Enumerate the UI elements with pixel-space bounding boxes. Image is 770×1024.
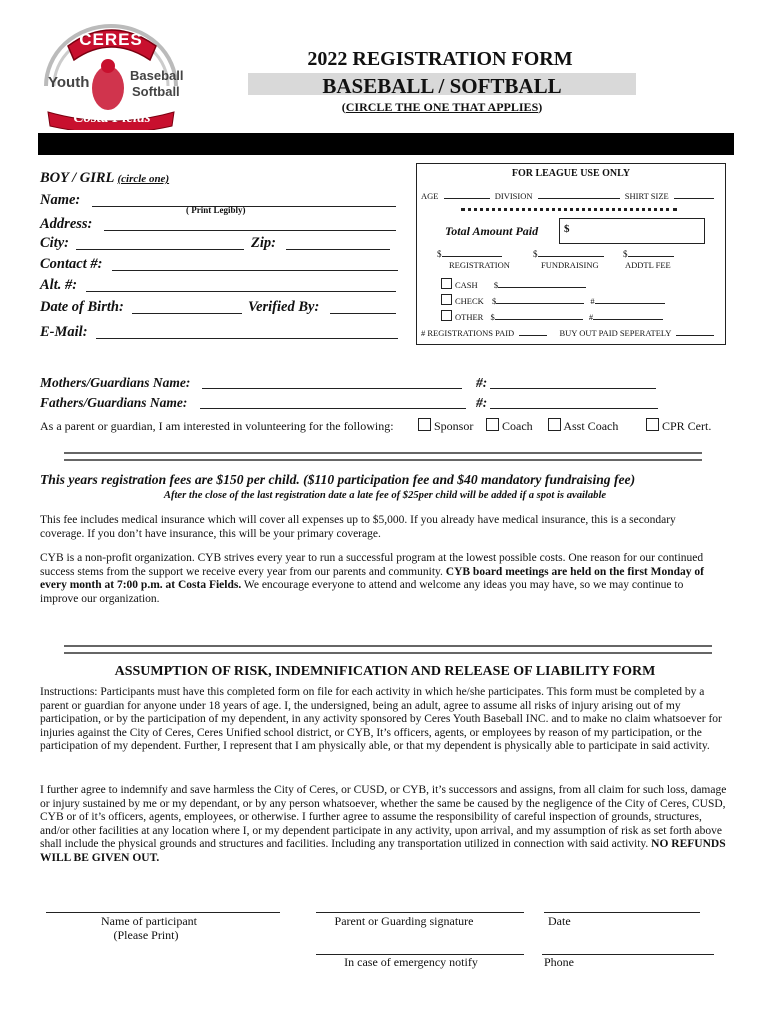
sponsor-checkbox[interactable] xyxy=(418,418,431,431)
volunteer-cpr xyxy=(646,418,711,434)
cash-checkbox[interactable] xyxy=(441,278,452,289)
check-row xyxy=(441,294,665,306)
other-label: OTHER xyxy=(455,312,484,322)
boy-girl-text: BOY / GIRL xyxy=(40,170,114,186)
coach-checkbox[interactable] xyxy=(486,418,499,431)
participant-name-line[interactable] xyxy=(46,912,280,913)
registrations-paid-row xyxy=(421,328,714,338)
asst-coach-label: Asst Coach xyxy=(563,419,619,433)
check-number-field[interactable] xyxy=(595,296,665,304)
fundraising-label: FUNDRAISING xyxy=(541,260,599,270)
parent-signature-line[interactable] xyxy=(316,912,524,913)
check-number-hash: # xyxy=(590,296,595,306)
volunteer-text: As a parent or guardian, I am interested in volunteering for the following: xyxy=(40,419,394,433)
cash-row xyxy=(441,278,586,290)
emergency-label: In case of emergency notify xyxy=(344,955,478,969)
other-number-hash: # xyxy=(588,312,594,322)
alt-field[interactable] xyxy=(86,277,396,292)
waiver-title: ASSUMPTION OF RISK, INDEMNIFICATION AND RELEASE OF LIABILITY FORM xyxy=(114,664,656,679)
addtl-fee-currency: $ xyxy=(623,249,628,259)
fees-headline: This years registration fees are $150 per child. ($110 participation fee and $40 mandatory fundraising fee) xyxy=(40,472,636,487)
other-number-field[interactable] xyxy=(593,312,663,320)
email-field[interactable] xyxy=(96,324,398,339)
waiver-instructions: Instructions: Participants must have this completed form on file for each activity in which he/she participates. This form must be completed by a parent or guardian for anyone under 18 years of age. I, the undersigned, being an adult, agree to assume all risks of injury arising out of my participation, or by the participation of my dependent, in any activity sponsored by Ceres Youth Baseball INC. and to make no claim whatsoever for injuries against the City of Ceres, Ceres Unified school district, or CYB, It’s officers, agents, or employees by reason of my participation, or the participation of my dependent. Further, I represent that I am physically able, or that my dependent is physically able to participate in said activity. xyxy=(40,686,722,753)
registration-amount[interactable] xyxy=(437,248,502,259)
league-box-title: FOR LEAGUE USE ONLY xyxy=(511,168,631,179)
coach-label: Coach xyxy=(502,419,533,433)
fundraising-amount[interactable] xyxy=(533,248,604,259)
print-legibly-note: ( Print Legibly) xyxy=(186,205,246,215)
verified-by-label: Verified By: xyxy=(248,299,320,315)
fundraising-amount-line xyxy=(538,248,604,257)
cpr-label: CPR Cert. xyxy=(662,419,712,433)
cash-label: CASH xyxy=(455,280,478,290)
volunteer-coach xyxy=(486,418,533,434)
volunteer-sponsor xyxy=(418,418,473,434)
divider-1 xyxy=(64,452,702,461)
division-label: DIVISION xyxy=(494,191,533,201)
name-label: Name: xyxy=(40,192,81,208)
form-title: 2022 REGISTRATION FORM xyxy=(307,48,573,70)
parent-signature-label: Parent or Guarding signature xyxy=(334,914,474,928)
logo-softball-text: Softball xyxy=(132,84,180,99)
alt-label: Alt. #: xyxy=(40,277,78,293)
other-checkbox[interactable] xyxy=(441,310,452,321)
sponsor-label: Sponsor xyxy=(434,419,474,433)
check-checkbox[interactable] xyxy=(441,294,452,305)
shirt-size-label: SHIRT SIZE xyxy=(624,191,669,201)
cyb-paragraph xyxy=(40,552,720,606)
mother-phone-field[interactable] xyxy=(490,375,656,389)
circle-note-text: CIRCLE THE ONE THAT APPLIES xyxy=(345,100,539,114)
phone-label: Phone xyxy=(544,955,574,969)
addtl-fee-label: ADDTL FEE xyxy=(625,260,671,270)
age-field[interactable] xyxy=(444,190,490,199)
address-field[interactable] xyxy=(104,216,396,231)
registrations-paid-label: # REGISTRATIONS PAID xyxy=(421,328,515,338)
ceres-youth-logo xyxy=(38,16,184,130)
mother-label: Mothers/Guardians Name: xyxy=(40,375,191,390)
zip-field[interactable] xyxy=(286,235,390,250)
logo-bottom-text: Costa Fields xyxy=(73,110,151,126)
date-label: Date xyxy=(548,914,571,928)
logo-youth-text: Youth xyxy=(48,74,90,91)
total-amount-paid-label: Total Amount Paid xyxy=(445,224,539,238)
buy-out-field[interactable] xyxy=(676,328,714,336)
boy-girl-label xyxy=(40,170,169,187)
registration-label: REGISTRATION xyxy=(449,260,510,270)
logo-top-text: CERES xyxy=(79,30,143,49)
cpr-checkbox[interactable] xyxy=(646,418,659,431)
address-label: Address: xyxy=(40,216,93,232)
other-currency: $ xyxy=(490,312,495,322)
check-label: CHECK xyxy=(455,296,484,306)
indemnify-text: I further agree to indemnify and save harmless the City of Ceres, or CUSD, or CYB, it’s successors and assigns, from all claim for such loss, damage or injury sustained by me or my dependant, or by any person whatsoever, whether the same be caused by the negligence of the City of Ceres, CUSD, CYB or of it’s officers, agents, employees, or otherwise. I further agree to assume the responsibility of careful inspection of grounds, structures, and/or other facilities at any location where I, or my dependent participate in any activity, upon arrival, and my assumption of risk as set forth above shall include the physical grounds and structures and facilities. Including any transportation utilized in connection with said activity. xyxy=(40,784,727,851)
contact-field[interactable] xyxy=(112,256,398,271)
mother-name-field[interactable] xyxy=(202,375,462,389)
check-amount-field[interactable] xyxy=(496,296,584,304)
dob-field[interactable] xyxy=(132,299,242,314)
shirt-size-field[interactable] xyxy=(674,190,714,199)
registration-amount-line xyxy=(442,248,502,257)
other-row xyxy=(441,310,663,322)
age-division-row xyxy=(421,190,721,201)
other-amount-field[interactable] xyxy=(495,312,583,320)
father-phone-label: #: xyxy=(476,395,488,410)
zip-label: Zip: xyxy=(251,235,276,251)
cash-currency: $ xyxy=(493,280,499,290)
form-subtitle: BASEBALL / SOFTBALL xyxy=(248,73,636,95)
addtl-fee-amount-line xyxy=(628,248,674,257)
father-phone-field[interactable] xyxy=(490,395,658,409)
email-label: E-Mail: xyxy=(40,324,88,340)
total-amount-field[interactable] xyxy=(559,218,705,244)
addtl-fee-amount[interactable] xyxy=(623,248,674,259)
fundraising-currency: $ xyxy=(533,249,538,259)
volunteer-asst-coach xyxy=(548,418,618,434)
city-field[interactable] xyxy=(76,235,244,250)
divider-2 xyxy=(64,645,712,654)
verified-by-field[interactable] xyxy=(330,299,396,314)
cyb-para-intro: CYB is a non-profit organization. CYB strives every year to run a successful program at the lowest possible costs. One reason for our continued success stems from the support we receive every year from our parents and community. xyxy=(40,552,704,578)
please-print-label: (Please Print) xyxy=(113,928,179,942)
division-field[interactable] xyxy=(538,190,620,199)
check-currency: $ xyxy=(491,296,497,306)
father-name-field[interactable] xyxy=(200,395,466,409)
father-label: Fathers/Guardians Name: xyxy=(40,395,188,410)
total-currency-symbol: $ xyxy=(564,223,570,235)
dob-label: Date of Birth: xyxy=(40,299,124,315)
city-label: City: xyxy=(40,235,69,251)
age-label: AGE xyxy=(421,191,439,201)
date-line[interactable] xyxy=(544,912,700,913)
late-fee-note: After the close of the last registration date a late fee of $25per child will be added if a spot is available xyxy=(163,490,607,501)
league-use-box xyxy=(416,163,726,345)
cash-amount-field[interactable] xyxy=(498,280,586,288)
waiver-indemnify xyxy=(40,784,730,866)
insurance-paragraph: This fee includes medical insurance which will cover all expenses up to $5,000. If you already have medical insurance, this is a secondary coverage. If you don’t have insurance, this will be your primary coverage. xyxy=(40,514,676,540)
circle-note: (CIRCLE THE ONE THAT APPLIES) xyxy=(341,100,543,114)
logo-baseball-text: Baseball xyxy=(130,68,184,83)
buy-out-label: BUY OUT PAID SEPERATELY xyxy=(559,328,672,338)
circle-one-text: (circle one) xyxy=(117,173,170,185)
contact-label: Contact #: xyxy=(40,256,103,272)
registrations-paid-field[interactable] xyxy=(519,328,547,336)
registration-currency: $ xyxy=(437,249,442,259)
header-bar xyxy=(38,133,734,155)
mother-phone-label: #: xyxy=(476,375,488,390)
cyb-para-end: We encourage everyone to attend and welcome any ideas you may have, so we may continue to improve our organization. xyxy=(40,579,684,605)
no-refunds-text: NO REFUNDS WILL BE GIVEN OUT. xyxy=(40,838,726,864)
participant-label: Name of participant xyxy=(101,914,197,928)
board-meetings-text: CYB board meetings are held on the first Monday of every month at 7:00 p.m. at Costa Fields. xyxy=(40,565,704,592)
asst-coach-checkbox[interactable] xyxy=(548,418,561,431)
dotted-divider xyxy=(461,208,677,211)
